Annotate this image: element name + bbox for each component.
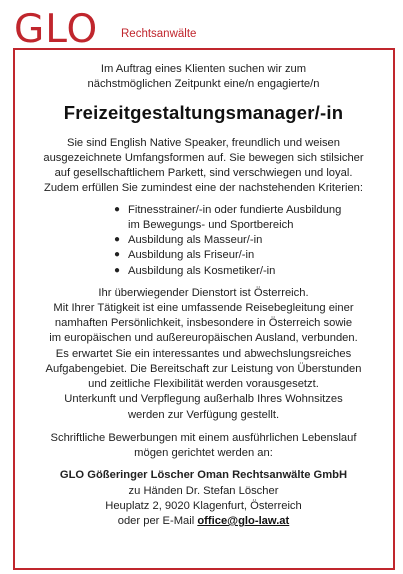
contact-block (22, 468, 385, 529)
list-item-text: Ausbildung als Friseur/-in (128, 249, 255, 262)
intro-line: nächstmöglichen Zeitpunkt eine/n engagierte/n (87, 78, 320, 91)
contact-attn: zu Händen Dr. Stefan Löscher (128, 484, 279, 497)
job-title: Freizeitgestaltungsmanager/-in (63, 102, 344, 124)
email-prefix: oder per E-Mail (117, 515, 198, 528)
paragraph-line: auf gesellschaftlichem Parkett, sind verschwiegen und loyal. (54, 167, 353, 180)
bullet-icon: ● (114, 234, 121, 246)
paragraph-line: Ihr überwiegender Dienstort ist Österreich. (98, 286, 309, 299)
paragraph-line: im europäischen und außereuropäischen Ausland, verbunden. (49, 332, 358, 345)
paragraph-line: werden zur Verfügung gestellt. (127, 408, 280, 421)
bullet-icon: ● (114, 249, 121, 261)
list-item (114, 203, 385, 233)
paragraph-line: ausgezeichnete Umfangsformen auf. Sie bewegen sich stilsicher (43, 151, 364, 164)
company-logo: GLO (14, 7, 99, 52)
frame-bottom-border (13, 568, 395, 570)
email-link[interactable]: office@glo-law.at (197, 515, 290, 528)
list-item-text: im Bewegungs- und Sportbereich (128, 218, 294, 231)
intro-line: Im Auftrag eines Klienten suchen wir zum (100, 63, 307, 75)
list-item (114, 264, 385, 279)
paragraph-line: Sie sind English Native Speaker, freundlich und weisen (66, 136, 340, 149)
list-item (114, 248, 385, 263)
paragraph-line: Es erwartet Sie ein interessantes und abwechslungsreiches (55, 347, 352, 360)
list-item-text: Fitnesstrainer/-in oder fundierte Ausbildung (128, 203, 342, 216)
company-name: GLO Gößeringer Löscher Oman Rechtsanwälte GmbH (59, 469, 348, 482)
bullet-icon: ● (114, 203, 121, 215)
paragraph-line: Mit Ihrer Tätigkeit ist eine umfassende Reisebegleitung einer (53, 301, 354, 314)
paragraph-line: Aufgabengebiet. Die Bereitschaft zur Leistung von Überstunden (45, 362, 362, 375)
intro-text (22, 62, 385, 92)
list-item-text: Ausbildung als Masseur/-in (128, 234, 263, 247)
header (0, 0, 403, 60)
paragraph-line: mögen gerichtet werden an: (134, 447, 273, 460)
paragraph-line: Unterkunft und Verpflegung außerhalb Ihres Wohnsitzes (64, 393, 343, 406)
paragraph-line: Zudem erfüllen Sie zumindest eine der nachstehenden Kriterien: (43, 182, 364, 195)
paragraph-line: namhaften Persönlichkeit, insbesondere in Österreich sowie (54, 317, 353, 330)
job-ad-content (22, 62, 385, 529)
paragraph-line: und zeitliche Flexibilität werden vorausgesetzt. (88, 378, 319, 391)
contact-email-line (22, 514, 385, 529)
frame-top-border (13, 48, 393, 51)
bullet-icon: ● (114, 264, 121, 276)
criteria-list (114, 203, 385, 279)
job-description-paragraph (22, 286, 385, 423)
list-item-text: Ausbildung als Kosmetiker/-in (128, 264, 276, 277)
frame-right-border (393, 48, 395, 568)
paragraph-line: Schriftliche Bewerbungen mit einem ausführlichen Lebenslauf (50, 431, 357, 444)
requirements-paragraph (22, 136, 385, 197)
contact-address: Heuplatz 2, 9020 Klagenfurt, Österreich (105, 499, 302, 512)
frame-left-border (13, 48, 15, 568)
application-paragraph (22, 431, 385, 461)
list-item (114, 233, 385, 248)
logo-subtitle: Rechtsanwälte (121, 28, 197, 40)
